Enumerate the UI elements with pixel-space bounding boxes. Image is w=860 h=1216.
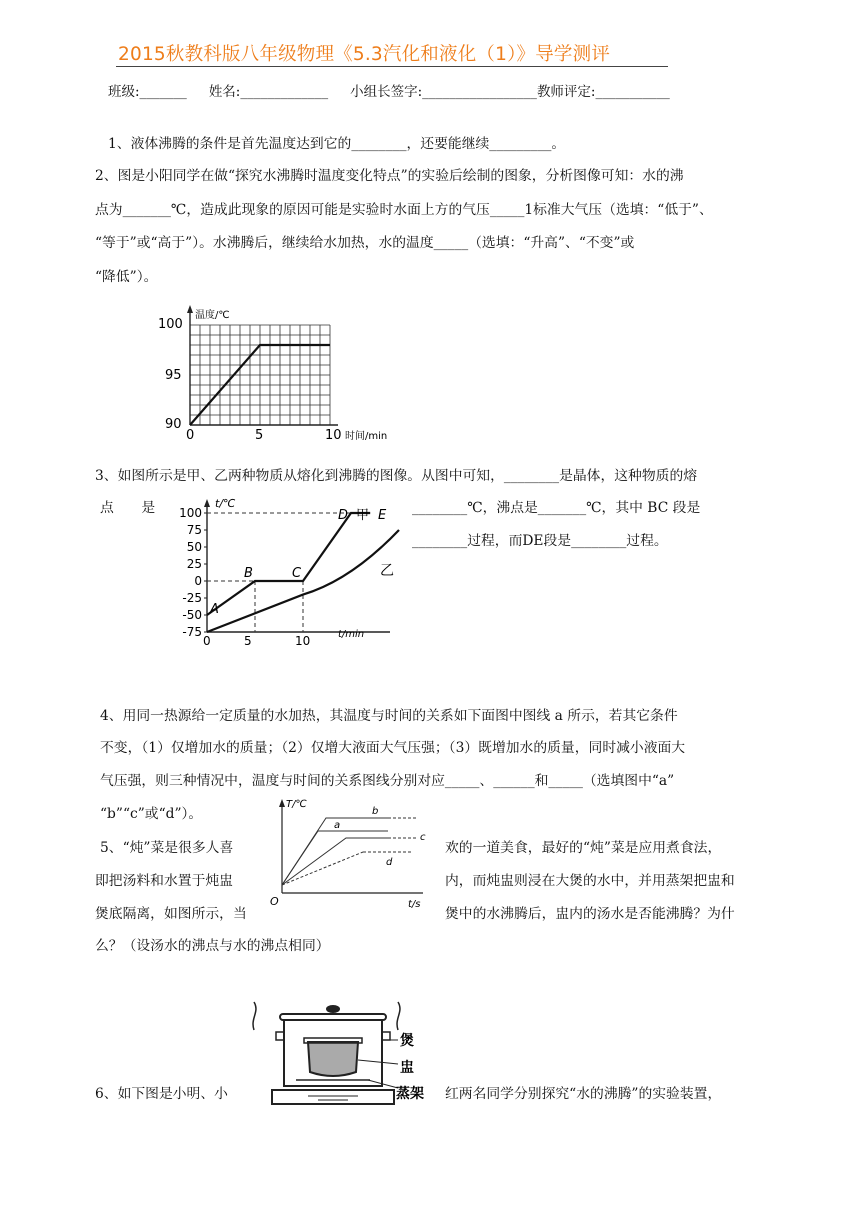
y-axis-label: t/℃ [215, 497, 236, 510]
y-tick-label: -50 [182, 608, 202, 622]
question-3-line-1: 3、如图所示是甲、乙两种物质从熔化到沸腾的图像。从图中可知，________是晶体，这种物质的熔 [95, 468, 698, 484]
x-tick-10: 10 [325, 428, 342, 443]
x-axis-label: t/min [338, 629, 365, 640]
pointer-zhong [358, 1060, 398, 1064]
label-bao: 煲 [400, 1033, 414, 1049]
temperature-time-lines-graph [268, 795, 438, 920]
question-5-line-1b: 欢的一道美食，最好的“炖”菜是应用煮食法， [445, 840, 722, 856]
question-5-line-4: 么？（设汤水的沸点与水的沸点相同） [95, 938, 330, 954]
x-axis-label: 时间/min [345, 431, 388, 442]
question-5-line-2a: 即把汤料和水置于炖盅 [95, 873, 233, 889]
melting-boiling-graph [160, 495, 400, 650]
y-axis-label: T/℃ [286, 799, 307, 810]
y-tick-90: 90 [165, 417, 182, 432]
x-axis-label: t/s [408, 899, 421, 910]
name-field[interactable]: 姓名:_____________ [208, 84, 329, 100]
leader-sign-field[interactable]: 小组长签字:_________________ [350, 84, 537, 100]
y-tick-label: -25 [182, 591, 202, 605]
point-label-d: D [338, 508, 349, 523]
series-label-jia: 甲 [356, 508, 370, 523]
title-underline [116, 66, 668, 67]
water-boiling-graph [155, 300, 405, 445]
question-4-line-1: 4、用同一热源给一定质量的水加热，其温度与时间的关系如下面图中图线 a 所示，若其它条件 [100, 708, 678, 724]
label-zhong: 盅 [400, 1060, 414, 1076]
question-5-line-3b: 煲中的水沸腾后，盅内的汤水是否能沸腾？为什 [445, 906, 735, 922]
line-label-c: c [420, 832, 426, 843]
graph-grid [190, 325, 330, 425]
line-d-rise [282, 852, 363, 885]
question-1: 1、液体沸腾的条件是首先温度达到它的________，还要能继续_________。 [108, 136, 566, 152]
question-4-line-2: 不变，（1）仅增加水的质量；（2）仅增大液面大气压强；（3）既增加水的质量，同时减小液面大 [100, 740, 686, 756]
pot-lid-knob [326, 1005, 340, 1013]
line-label-b: b [372, 806, 379, 817]
question-6-line-1b: 红两名同学分别探究“水的沸腾”的实验装置， [445, 1086, 722, 1102]
guide-dashes [207, 513, 351, 632]
point-label-e: E [378, 508, 387, 523]
point-label-b: B [244, 566, 253, 581]
y-tick-label: 75 [186, 523, 202, 537]
question-4-line-3: 气压强，则三种情况中，温度与时间的关系图线分别对应_____、______和_____（选填图中“a” [100, 773, 675, 789]
handle-right [382, 1032, 390, 1040]
y-tick-label: 0 [194, 574, 202, 588]
x-tick-10: 10 [295, 634, 311, 648]
label-rack: 蒸架 [396, 1086, 424, 1102]
y-axis-arrow [187, 305, 193, 313]
y-axis-label: 温度/℃ [195, 310, 230, 321]
origin-label: O [270, 895, 279, 908]
question-3-line-3: ________过程，而DE段是________过程。 [412, 533, 668, 549]
inner-bowl [308, 1042, 358, 1076]
handle-left [276, 1032, 284, 1040]
y-tick-100: 100 [158, 317, 183, 332]
line-a [282, 831, 388, 885]
steam-right [397, 1002, 400, 1030]
question-2-line-4: “降低”）。 [95, 269, 158, 285]
question-6-line-1a: 6、如下图是小明、小 [95, 1086, 228, 1102]
stewing-pot-diagram [248, 1000, 443, 1110]
steam-left [253, 1002, 256, 1030]
x-tick-5: 5 [255, 428, 264, 443]
point-label-c: C [292, 566, 302, 581]
y-axis-arrow [204, 499, 210, 507]
y-tick-label: 100 [179, 506, 202, 520]
question-2-line-2: 点为_______℃，造成此现象的原因可能是实验时水面上方的气压_____1标准大气压（选填：“低于”、 [95, 202, 713, 218]
line-label-d: d [386, 857, 393, 868]
y-axis-arrow [279, 799, 285, 807]
y-tick-95: 95 [165, 368, 182, 383]
page-title: 2015秋教科版八年级物理《5.3汽化和液化（1）》导学测评 [118, 44, 611, 65]
question-3-line-2b: ________℃，沸点是_______℃，其中 BC 段是 [412, 500, 701, 516]
y-tick-label: 50 [186, 540, 202, 554]
series-label-yi: 乙 [380, 563, 394, 579]
stove [272, 1090, 394, 1104]
line-label-a: a [334, 820, 341, 831]
inner-bowl-rim [304, 1038, 362, 1043]
teacher-eval-field[interactable]: 教师评定:___________ [536, 84, 670, 100]
x-tick-0: 0 [203, 634, 211, 648]
question-5-line-3a: 煲底隔离，如图所示，当 [95, 906, 247, 922]
question-2-line-1: 2、图是小阳同学在做“探究水沸腾时温度变化特点”的实验后绘制的图象，分析图像可知：水的沸 [95, 168, 684, 184]
y-tick-label: -75 [182, 625, 202, 639]
x-tick-5: 5 [244, 634, 252, 648]
y-tick-label: 25 [186, 557, 202, 571]
question-5-line-1a: 5、“炖”菜是很多人喜 [100, 840, 234, 856]
flame-grill [308, 1096, 358, 1100]
student-info-line [108, 80, 670, 100]
class-field[interactable]: 班级:_______ [108, 84, 187, 100]
question-2-line-3: “等于”或“高于”）。水沸腾后，继续给水加热，水的温度_____（选填：“升高”、“不变”或 [95, 235, 635, 251]
point-label-a: A [210, 602, 219, 617]
question-4-line-4: “b”“c”或“d”）。 [100, 806, 203, 822]
x-tick-0: 0 [186, 428, 195, 443]
question-5-line-2b: 内，而炖盅则浸在大煲的水中，并用蒸架把盅和 [445, 873, 735, 889]
question-3-line-2a: 点 是 [100, 500, 156, 516]
y-ticks [179, 506, 207, 639]
